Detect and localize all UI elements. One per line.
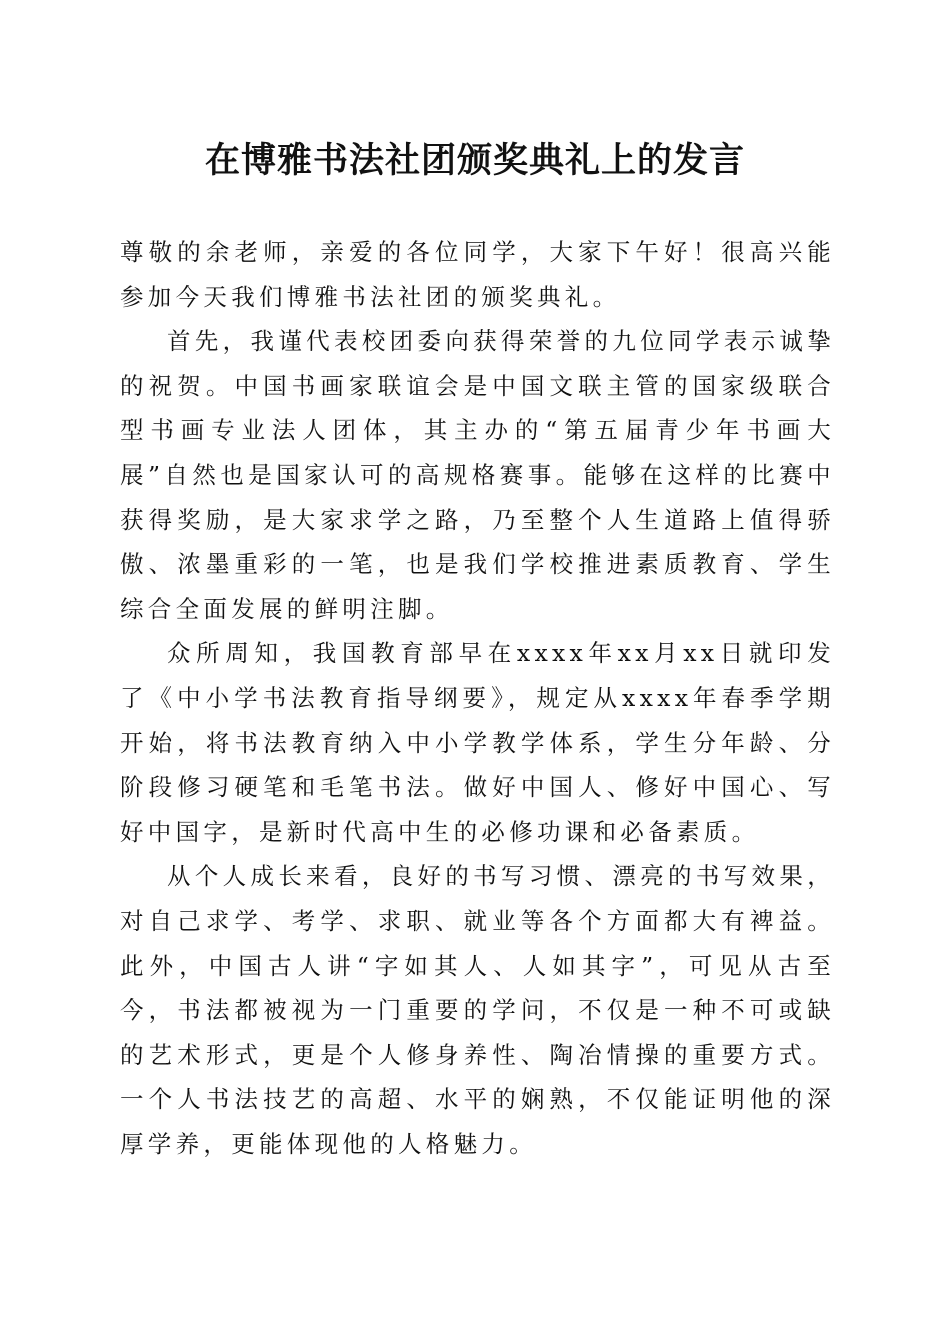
document-body: [120, 230, 835, 1166]
document-title: 在博雅书法社团颁奖典礼上的发言: [204, 140, 745, 181]
paragraph-greeting: 尊敬的余老师，亲爱的各位同学，大家下午好！很高兴能参加今天我们博雅书法社团的颁奖典礼。: [120, 238, 835, 311]
paragraph-education-policy: 众所周知，我国教育部早在xxxx年xx月xx日就印发了《中小学书法教育指导纲要》，规定从xxxx年春季学期开始，将书法教育纳入中小学教学体系，学生分年龄、分阶段修习硬笔和毛笔书法。做好中国人、修好中国心、写好中国字，是新时代高中生的必修功课和必备素质。: [120, 639, 835, 846]
paragraph-congratulations: 首先，我谨代表校团委向获得荣誉的九位同学表示诚挚的祝贺。中国书画家联谊会是中国文联主管的国家级联合型书画专业法人团体，其主办的“第五届青少年书画大展”自然也是国家认可的高规格赛事。能够在这样的比赛中获得奖励，是大家求学之路，乃至整个人生道路上值得骄傲、浓墨重彩的一笔，也是我们学校推进素质教育、学生综合全面发展的鲜明注脚。: [120, 327, 835, 623]
paragraph-personal-growth: 从个人成长来看，良好的书写习惯、漂亮的书写效果，对自己求学、考学、求职、就业等各个方面都大有裨益。此外，中国古人讲“字如其人、人如其字”，可见从古至今，书法都被视为一门重要的学问，不仅是一种不可或缺的艺术形式，更是个人修身养性、陶冶情操的重要方式。一个人书法技艺的高超、水平的娴熟，不仅能证明他的深厚学养，更能体现他的人格魅力。: [120, 862, 835, 1158]
